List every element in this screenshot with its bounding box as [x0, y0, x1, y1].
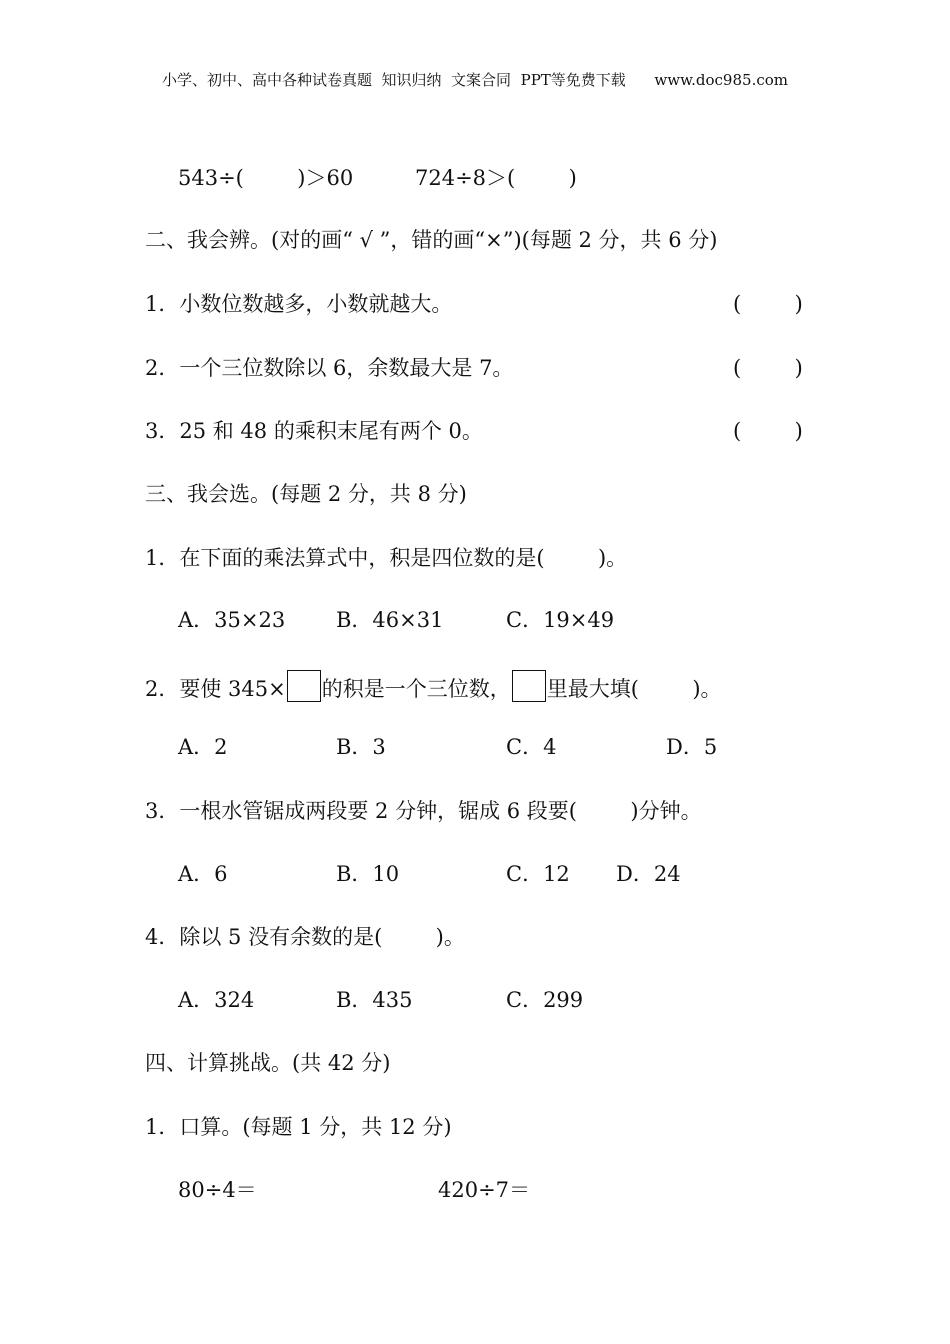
section4-q1: 1．口算。(每题 1 分，共 12 分): [145, 1115, 452, 1139]
section2-item-2: 2．一个三位数除以 6，余数最大是 7。: [145, 356, 514, 380]
section3-q3-option-d: D．24: [616, 862, 681, 886]
section3-q2-option-c: C．4: [506, 735, 557, 759]
section2-item-3: 3．25 和 48 的乘积末尾有两个 0。: [145, 419, 483, 443]
section3-q4-option-b: B．435: [336, 988, 413, 1012]
section3-q2-option-b: B．3: [336, 735, 386, 759]
section2-item-2-answer: ( ): [733, 356, 803, 380]
blank-box: [287, 670, 321, 702]
section3-q3-option-c: C．12: [506, 862, 570, 886]
section2-title: 二、我会辨。(对的画“ √ ”，错的画“×”)(每题 2 分，共 6 分): [145, 228, 718, 252]
section2-item-1: 1．小数位数越多，小数就越大。: [145, 292, 453, 316]
section3-q4-option-a: A．324: [178, 988, 255, 1012]
section3-q3-option-a: A．6: [178, 862, 228, 886]
section3-q1: 1．在下面的乘法算式中，积是四位数的是( )。: [145, 546, 628, 570]
section4-title: 四、计算挑战。(共 42 分): [145, 1051, 391, 1075]
section3-q3-option-b: B．10: [336, 862, 400, 886]
blank-box: [512, 670, 546, 702]
oral-calc-item-1: 80÷4＝: [178, 1178, 257, 1202]
oral-calc-item-2: 420÷7＝: [438, 1178, 531, 1202]
top-row-right: 724÷8＞( ): [415, 166, 577, 190]
section3-q4-option-c: C．299: [506, 988, 584, 1012]
section3-q1-option-a: A．35×23: [178, 608, 286, 632]
section3-q2-option-a: A．2: [178, 735, 228, 759]
top-row-left: 543÷( )＞60: [178, 166, 354, 190]
section3-q2-part1: 2．要使 345×: [145, 677, 286, 701]
section3-title: 三、我会选。(每题 2 分，共 8 分): [145, 482, 467, 506]
section3-q2-option-d: D．5: [666, 735, 718, 759]
section3-q3: 3．一根水管锯成两段要 2 分钟，锯成 6 段要( )分钟。: [145, 799, 702, 823]
section3-q2-part3: 里最大填( )。: [546, 677, 722, 701]
section3-q4: 4．除以 5 没有余数的是( )。: [145, 925, 465, 949]
section3-q1-option-c: C．19×49: [506, 608, 615, 632]
section2-item-3-answer: ( ): [733, 419, 803, 443]
page-header: 小学、初中、高中各种试卷真题 知识归纳 文案合同 PPT等免费下载 www.doc985.com: [161, 71, 788, 89]
section3-q2-part2: 的积是一个三位数，: [321, 677, 511, 701]
section3-q1-option-b: B．46×31: [336, 608, 444, 632]
section3-q2: [145, 670, 722, 702]
section2-item-1-answer: ( ): [733, 292, 803, 316]
